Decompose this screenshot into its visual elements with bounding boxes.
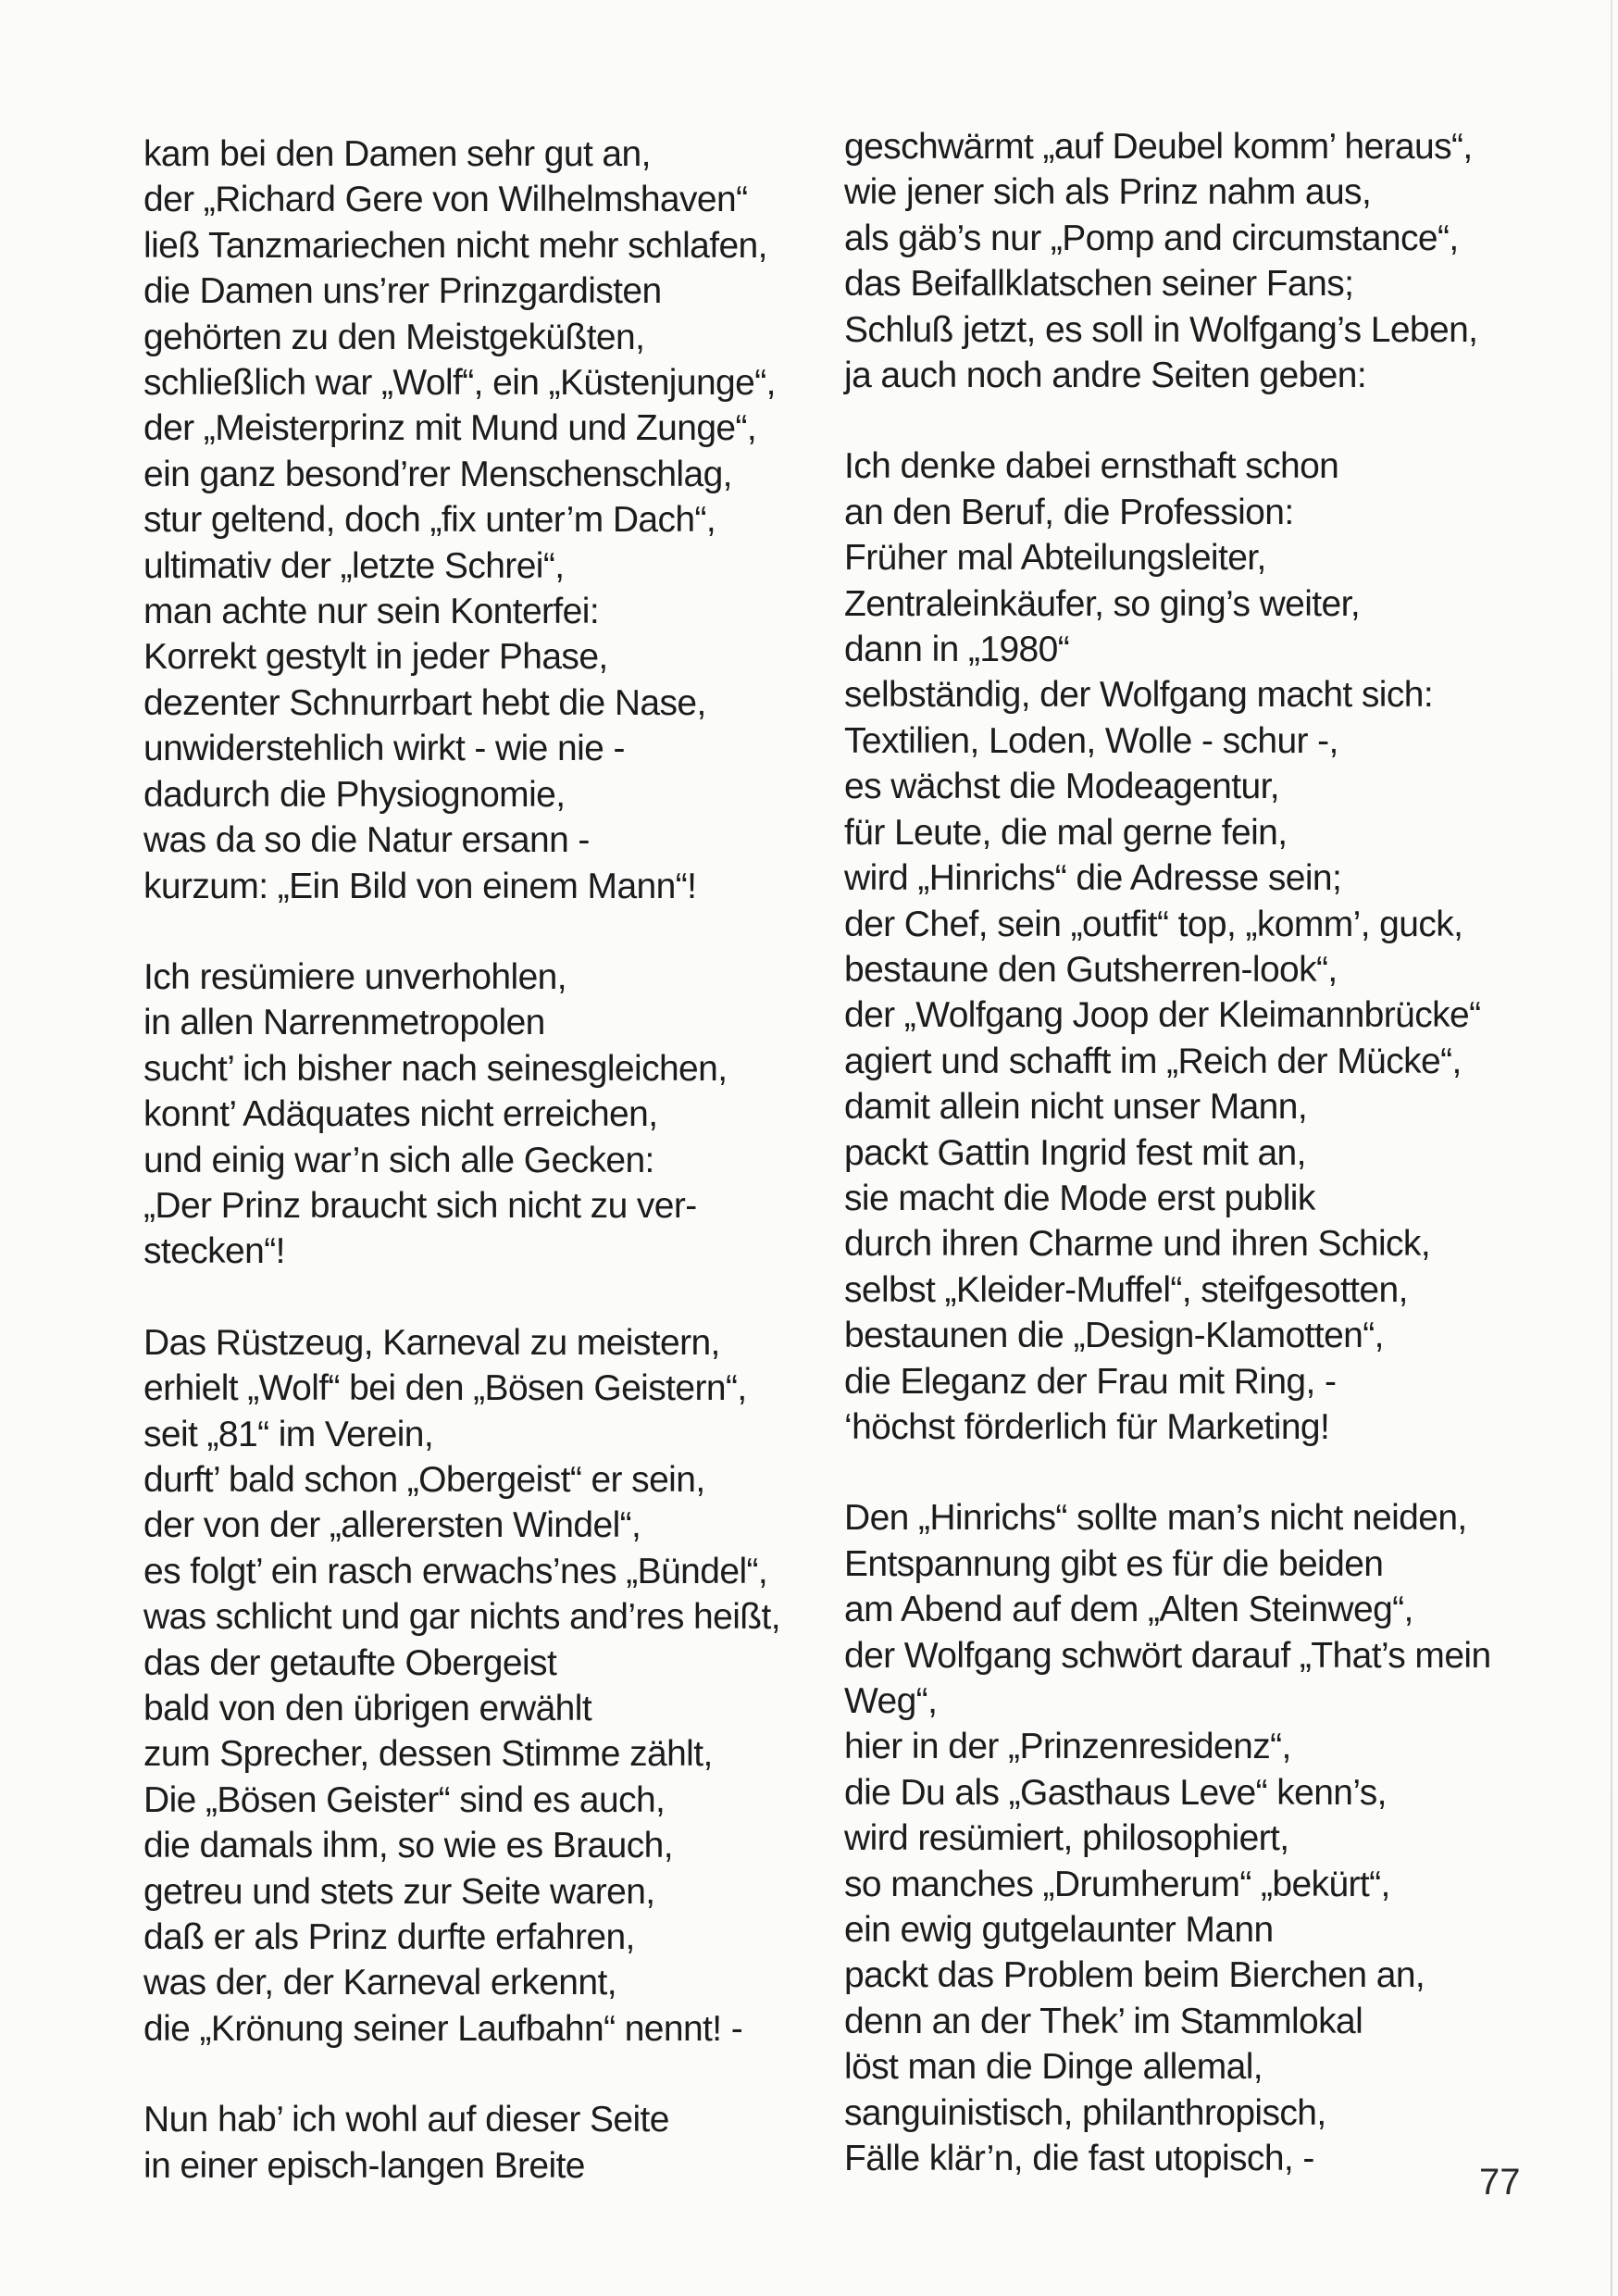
stanza (844, 443, 1511, 1450)
verse-line: getreu und stets zur Seite waren, (143, 1871, 655, 1912)
verse-line: und einig war’n sich alle Gecken: (143, 1140, 654, 1180)
verse-line: dezenter Schnurrbart hebt die Nase, (143, 682, 706, 723)
stanza (143, 955, 791, 1275)
verse-line: in allen Narrenmetropolen (143, 1003, 545, 1043)
verse-line: stur geltend, doch „fix unter’m Dach“, (143, 500, 716, 541)
verse-line: ein ganz besond’rer Menschenschlag, (143, 454, 732, 494)
verse-line: der von der „allerersten Windel“, (143, 1505, 641, 1546)
verse-line: packt Gattin Ingrid fest mit an, (844, 1132, 1306, 1173)
verse-line: ein ewig gutgelaunter Mann (844, 1910, 1274, 1951)
page-number: 77 (1479, 2162, 1521, 2202)
verse-line: wird resümiert, philosophiert, (844, 1818, 1289, 1859)
verse-line: Fälle klär’n, die fast utopisch, - (844, 2139, 1314, 2179)
verse-line: man achte nur sein Konterfei: (143, 592, 600, 632)
verse-line: wird „Hinrichs“ die Adresse sein; (844, 858, 1342, 899)
verse-line: ja auch noch andre Seiten geben: (844, 356, 1367, 396)
verse-line: es wächst die Modeagentur, (844, 767, 1280, 807)
stanza (844, 1495, 1511, 2181)
stanza (143, 2097, 791, 2189)
verse-line: bestaune den Gutsherren-look“, (844, 949, 1338, 990)
verse-line: die Du als „Gasthaus Leve“ kenn’s, (844, 1772, 1387, 1813)
page-edge (1611, 0, 1612, 2296)
verse-line: konnt’ Adäquates nicht erreichen, (143, 1094, 658, 1135)
verse-line: zum Sprecher, dessen Stimme zählt, (143, 1734, 713, 1775)
verse-line: Zentraleinkäufer, so ging’s weiter, (844, 583, 1361, 624)
verse-line: hier in der „Prinzenresidenz“, (844, 1727, 1291, 1767)
verse-line: dann in „1980“ (844, 630, 1070, 670)
verse-line: es folgt’ ein rasch erwachs’nes „Bündel“, (143, 1551, 768, 1591)
verse-line: die Eleganz der Frau mit Ring, - (844, 1361, 1337, 1402)
verse-line: bestaunen die „Design-Klamotten“, (844, 1316, 1384, 1356)
verse-line: bald von den übrigen erwählt (143, 1689, 592, 1728)
verse-line: sie macht die Mode erst publik (844, 1178, 1315, 1218)
verse-line: daß er als Prinz durfte erfahren, (143, 1917, 635, 1958)
verse-line: Entspannung gibt es für die beiden (844, 1543, 1384, 1584)
verse-line: kam bei den Damen sehr gut an, (143, 134, 651, 174)
verse-line: agiert und schafft im „Reich der Mücke“, (844, 1041, 1462, 1081)
verse-line: ultimativ der „letzte Schrei“, (143, 545, 565, 586)
verse-line: was der, der Karneval erkennt, (143, 1963, 616, 2003)
verse-line: selbständig, der Wolfgang macht sich: (844, 675, 1434, 716)
verse-line: packt das Problem beim Bierchen an, (844, 1955, 1425, 1996)
verse-line: die „Krönung seiner Laufbahn“ nennt! - (143, 2008, 743, 2049)
verse-line: wie jener sich als Prinz nahm aus, (844, 172, 1372, 213)
stanza (143, 131, 791, 909)
verse-line: die Damen uns’rer Prinzgardisten (143, 271, 662, 312)
verse-line: der „Richard Gere von Wilhelmshaven“ (143, 180, 748, 220)
verse-line: gehörten zu den Meistgeküßten, (143, 317, 645, 357)
verse-line: Textilien, Loden, Wolle - schur -, (844, 720, 1338, 761)
stanza (844, 124, 1511, 398)
verse-line: löst man die Dinge allemal, (844, 2047, 1263, 2088)
verse-line: denn an der Thek’ im Stammlokal (844, 2001, 1363, 2041)
verse-line: so manches „Drumherum“ „bekürt“, (844, 1864, 1390, 1904)
verse-line: Nun hab’ ich wohl auf dieser Seite (143, 2100, 669, 2140)
verse-line: erhielt „Wolf“ bei den „Bösen Geistern“, (143, 1368, 747, 1409)
verse-line: Den „Hinrichs“ sollte man’s nicht neiden, (844, 1498, 1467, 1539)
verse-line: Weg“, (844, 1681, 938, 1721)
verse-line: für Leute, die mal gerne fein, (844, 812, 1288, 853)
verse-line: am Abend auf dem „Alten Steinweg“, (844, 1590, 1413, 1630)
verse-line: Korrekt gestylt in jeder Phase, (143, 637, 608, 678)
verse-line: Früher mal Abteilungsleiter, (844, 538, 1266, 579)
verse-line: der „Wolfgang Joop der Kleimannbrücke“ (844, 995, 1481, 1036)
verse-line: dadurch die Physiognomie, (143, 774, 566, 815)
verse-line: das Beifallklatschen seiner Fans; (844, 264, 1354, 305)
verse-line: selbst „Kleider-Muffel“, steifgesotten, (844, 1269, 1408, 1310)
verse-line: Ich denke dabei ernsthaft schon (844, 446, 1339, 487)
verse-line: was schlicht und gar nichts and’res heißt, (143, 1597, 780, 1638)
verse-line: der Wolfgang schwört darauf „That’s mein (844, 1635, 1491, 1676)
verse-line: geschwärmt „auf Deubel komm’ heraus“, (844, 127, 1473, 167)
verse-line: das der getaufte Obergeist (143, 1642, 557, 1683)
verse-line: durft’ bald schon „Obergeist“ er sein, (143, 1459, 705, 1500)
verse-line: Die „Bösen Geister“ sind es auch, (143, 1779, 666, 1820)
verse-line: sucht’ ich bisher nach seinesgleichen, (143, 1048, 728, 1089)
verse-line: kurzum: „Ein Bild von einem Mann“! (143, 866, 697, 906)
verse-line: ließ Tanzmariechen nicht mehr schlafen, (143, 225, 767, 266)
verse-line: stecken“! (143, 1231, 285, 1272)
verse-line: schließlich war „Wolf“, ein „Küstenjunge“, (143, 363, 776, 404)
verse-line: ‘höchst förderlich für Marketing! (844, 1406, 1330, 1447)
verse-line: seit „81“ im Verein, (143, 1414, 434, 1454)
verse-line: „Der Prinz braucht sich nicht zu ver- (143, 1185, 697, 1226)
verse-line: durch ihren Charme und ihren Schick, (844, 1224, 1431, 1265)
verse-line: als gäb’s nur „Pomp and circumstance“, (844, 218, 1459, 258)
verse-line: sanguinistisch, philanthropisch, (844, 2092, 1326, 2133)
verse-line: Ich resümiere unverhohlen, (143, 956, 566, 997)
verse-line: Das Rüstzeug, Karneval zu meistern, (143, 1322, 720, 1363)
verse-line: an den Beruf, die Profession: (844, 492, 1294, 532)
verse-line: Schluß jetzt, es soll in Wolfgang’s Leben, (844, 309, 1478, 350)
verse-line: was da so die Natur ersann - (143, 820, 590, 861)
verse-line: damit allein nicht unser Mann, (844, 1087, 1308, 1128)
verse-line: in einer episch-langen Breite (143, 2145, 585, 2186)
verse-line: die damals ihm, so wie es Brauch, (143, 1826, 673, 1866)
verse-line: der „Meisterprinz mit Mund und Zunge“, (143, 408, 757, 449)
left-column (143, 131, 791, 2234)
right-column (844, 124, 1511, 2227)
stanza (143, 1320, 791, 2053)
verse-line: der Chef, sein „outfit“ top, „komm’, guck, (844, 904, 1463, 944)
verse-line: unwiderstehlich wirkt - wie nie - (143, 729, 625, 769)
